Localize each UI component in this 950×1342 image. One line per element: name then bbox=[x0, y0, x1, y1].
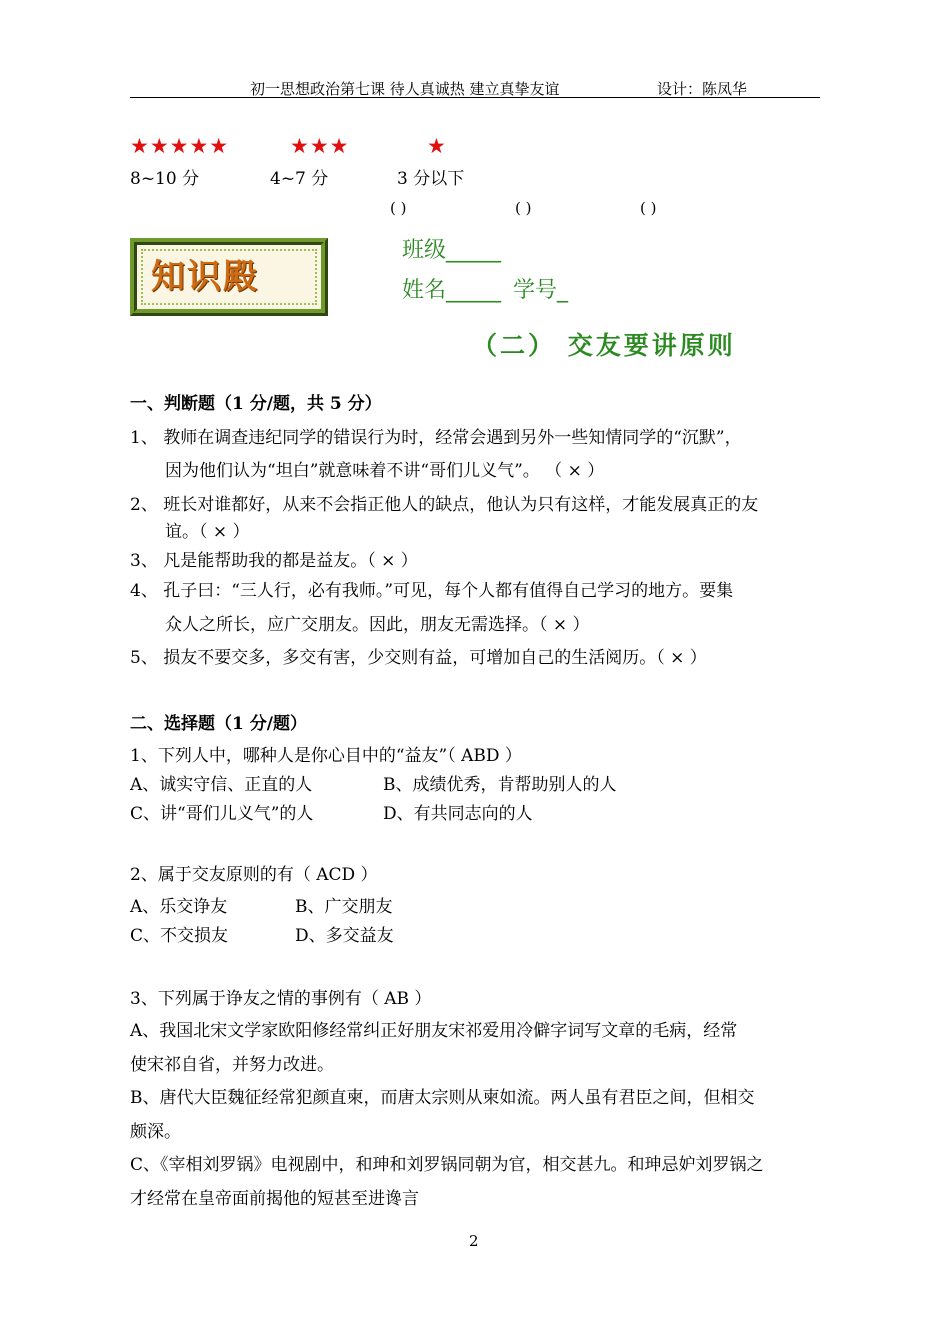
s1-line-1: 1、 教师在调查违纪同学的错误行为时，经常会遇到另外一些知情同学的“沉默”， bbox=[130, 428, 742, 448]
header-divider bbox=[130, 97, 820, 98]
q3-stem: 3、下列属于诤友之情的事例有（ AB ） bbox=[130, 989, 432, 1009]
q2-stem: 2、属于交友原则的有（ ACD ） bbox=[130, 865, 378, 885]
rating-check-3: ( ) bbox=[640, 199, 657, 217]
q1-option-c: C、讲“哥们儿义气”的人 bbox=[130, 804, 314, 824]
section1-title: 一、判断题（1 分/题，共 5 分） bbox=[130, 394, 382, 414]
score-high: 8~10 分 bbox=[130, 169, 200, 189]
class-field: 班级_____ bbox=[402, 238, 502, 263]
page-number: 2 bbox=[469, 1232, 479, 1250]
q3-line-5: C、《宰相刘罗锅》电视剧中，和珅和刘罗锅同朝为官，相交甚九。和珅忌妒刘罗锅之 bbox=[130, 1155, 764, 1175]
q3-line-4: 颇深。 bbox=[130, 1122, 181, 1142]
rating-check-1: ( ) bbox=[390, 199, 407, 217]
s1-line-4: 谊。（ × ） bbox=[165, 522, 250, 542]
q1-option-b: B、成绩优秀，肯帮助别人的人 bbox=[383, 775, 617, 795]
q2-option-b: B、广交朋友 bbox=[295, 897, 393, 917]
q2-option-a: A、乐交诤友 bbox=[130, 897, 228, 917]
s1-line-6: 4、 孔子曰：“三人行，必有我师。”可见，每个人都有值得自己学习的地方。要集 bbox=[130, 581, 734, 601]
q2-option-d: D、多交益友 bbox=[295, 926, 394, 946]
rating-stars-5: ★★★★★ bbox=[130, 134, 230, 158]
s1-line-8: 5、 损友不要交多，多交有害，少交则有益，可增加自己的生活阅历。（ × ） bbox=[130, 648, 707, 668]
rating-stars-1: ★ bbox=[427, 134, 447, 158]
q3-line-6: 才经常在皇帝面前揭他的短甚至进谗言 bbox=[130, 1189, 419, 1209]
q3-line-2: 使宋祁自省，并努力改进。 bbox=[130, 1055, 334, 1075]
s1-line-3: 2、 班长对谁都好，从来不会指正他人的缺点，他认为只有这样，才能发展真正的友 bbox=[130, 495, 759, 515]
q1-stem: 1、下列人中，哪种人是你心目中的“益友”（ ABD ） bbox=[130, 746, 522, 766]
rating-check-2: ( ) bbox=[515, 199, 532, 217]
q1-option-d: D、有共同志向的人 bbox=[383, 804, 533, 824]
score-mid: 4~7 分 bbox=[270, 169, 329, 189]
s1-line-7: 众人之所长，应广交朋友。因此，朋友无需选择。（ × ） bbox=[165, 615, 590, 635]
s1-line-2: 因为他们认为“坦白”就意味着不讲“哥们儿义气”。 （ × ） bbox=[165, 461, 605, 481]
s1-line-5: 3、 凡是能帮助我的都是益友。（ × ） bbox=[130, 551, 418, 571]
student-id-field: 学号_ bbox=[513, 278, 569, 303]
header-designer: 设计：陈凤华 bbox=[657, 80, 748, 98]
section-subtitle: （二） 交友要讲原则 bbox=[472, 331, 736, 360]
knowledge-hall-logo bbox=[130, 238, 328, 316]
section2-title: 二、选择题（1 分/题） bbox=[130, 714, 307, 734]
score-low: 3 分以下 bbox=[397, 169, 465, 189]
q2-option-c: C、不交损友 bbox=[130, 926, 229, 946]
q3-line-3: B、唐代大臣魏征经常犯颜直柬，而唐太宗则从柬如流。两人虽有君臣之间，但相交 bbox=[130, 1088, 755, 1108]
name-field: 姓名_____ bbox=[402, 278, 502, 303]
header-course-title: 初一思想政治第七课 待人真诚热 建立真挚友谊 bbox=[250, 80, 560, 98]
q3-line-1: A、我国北宋文学家欧阳修经常纠正好朋友宋祁爱用冷僻字词写文章的毛病，经常 bbox=[130, 1021, 738, 1041]
logo-text: 知识殿 bbox=[151, 257, 259, 297]
q1-option-a: A、诚实守信、正直的人 bbox=[130, 775, 313, 795]
rating-stars-3: ★★★ bbox=[290, 134, 350, 158]
